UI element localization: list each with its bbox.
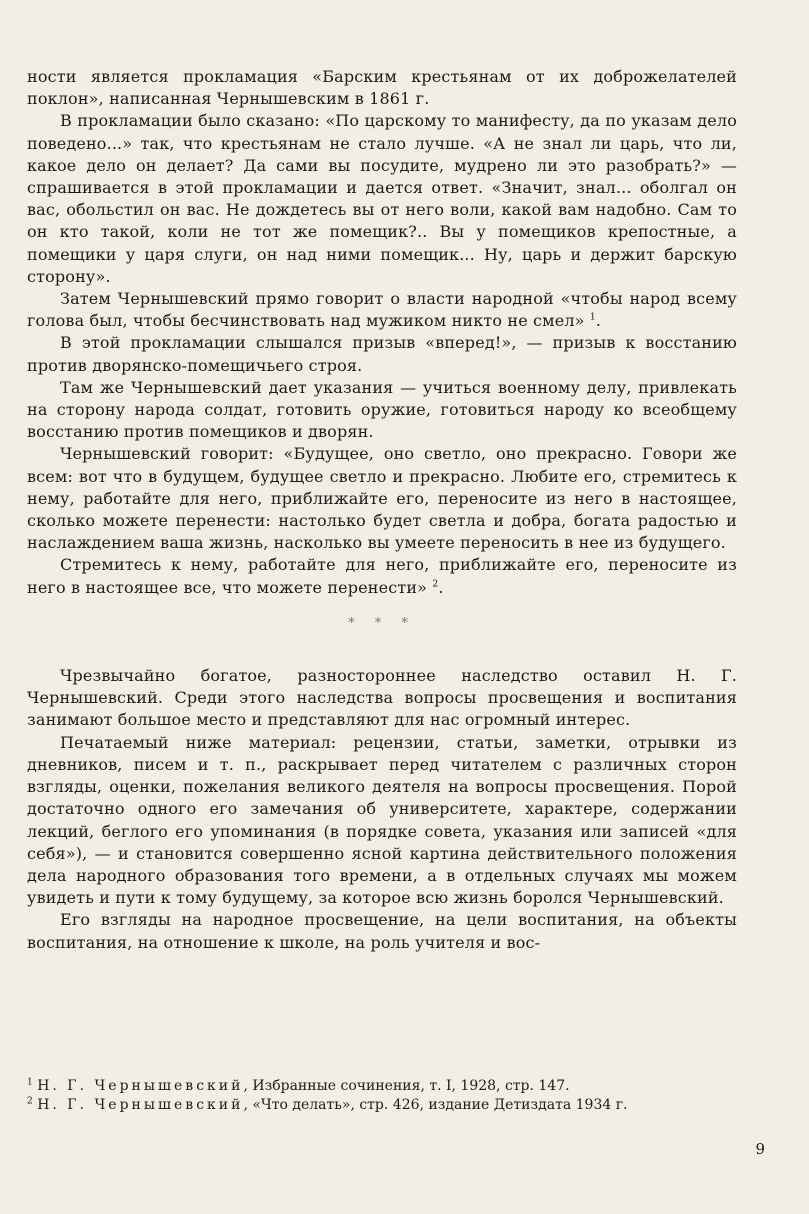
footnotes bbox=[27, 1077, 737, 1115]
paragraph-text: Стремитесь к нему, работайте для него, приближайте его, переносите из него в настоящее все, что можете перенести» bbox=[27, 555, 737, 597]
footnote-marker: 2 bbox=[432, 579, 439, 590]
footnote-author: Н. Г. Чернышевский bbox=[37, 1097, 244, 1113]
paragraph: Печатаемый ниже материал: рецензии, статьи, заметки, отрывки из дневников, писем и т. п., раскрывает перед читателем с различных сторон взгляды, оценки, пожелания великого деятеля на вопросы просвещения. Порой достаточно одного его замечания об университете, характере, содержании лекций, беглого его упоминания (в порядке совета, указания или записей «для себя»), — и становится совершенно ясной картина действительного положения дела народного образования того времени, а в отдельных случаях мы можем увидеть и пути к тому будущему, за которое всю жизнь боролся Чернышевский. bbox=[27, 732, 737, 908]
footnote-number: 1 bbox=[27, 1077, 33, 1088]
footnote-number: 2 bbox=[27, 1096, 33, 1107]
paragraph: Чрезвычайно богатое, разностороннее наследство оставил Н. Г. Чернышевский. Среди этого наследства вопросы просвещения и воспитания занимают большое место и представляют для нас огромный интерес. bbox=[27, 666, 737, 730]
page-body bbox=[27, 66, 737, 954]
footnote-marker: 1 bbox=[589, 312, 596, 323]
paragraph: Затем Чернышевский прямо говорит о власти народной «чтобы народ всему голова был, чтобы бесчинствовать над мужиком никто не смел» $^1$. bbox=[27, 289, 737, 331]
section-separator: * * * bbox=[348, 615, 416, 631]
paragraph: Стремитесь к нему, работайте для него, приближайте его, переносите из него в настоящее все, что можете перенести» $^2$. bbox=[27, 555, 737, 597]
paragraph: В этой прокламации слышался призыв «вперед!», — призыв к восстанию против дворянско-помещичьего строя. bbox=[27, 333, 737, 375]
paragraph: Там же Чернышевский дает указания — учиться военному делу, привлекать на сторону народа солдат, готовить оружие, готовиться народу ко всеобщему восстанию против помещиков и дворян. bbox=[27, 377, 737, 442]
paragraph: ности является прокламация «Барским крестьянам от их доброжелателей поклон», написанная Чернышевским в 1861 г. bbox=[27, 67, 737, 109]
paragraph-text: Затем Чернышевский прямо говорит о власти народной «чтобы народ всему голова был, чтобы бесчинствовать над мужиком никто не смел» bbox=[27, 289, 737, 331]
footnote-author: Н. Г. Чернышевский bbox=[37, 1078, 244, 1094]
paragraph: В прокламации было сказано: «По царскому то манифесту, да по указам дело поведено...» так, что крестьянам не стало лучше. «А не знал ли царь, что ли, какое дело он делает? Да сами вы посудите, мудрено ли это разобрать?» — спрашивается в этой прокламации и дается ответ. «Значит, знал... оболгал он вас, обольстил он вас. Не дождетесь вы от него воли, какой вам надобно. Сам то он кто такой, коли не тот же помещик?.. Вы у помещиков крепостные, а помещики у царя слуги, он над ними помещик... Ну, царь и держит барскую сторону». bbox=[27, 111, 737, 286]
paragraph: Чернышевский говорит: «Будущее, оно светло, оно прекрасно. Говори же всем: вот что в будущем, будущее светло и прекрасно. Любите его, стремитесь к нему, работайте для него, приближайте его, переносите из него в настоящее, сколько можете перенести: настолько будет светла и добра, богата радостью и наслаждением ваша жизнь, насколько вы умеете переносить в нее из будущего. bbox=[27, 444, 737, 553]
paragraph: Его взгляды на народное просвещение, на цели воспитания, на объекты воспитания, на отношение к школе, на роль учителя и вос- bbox=[27, 910, 737, 952]
footnote-text: , Избранные сочинения, т. I, 1928, стр. 147. bbox=[243, 1078, 570, 1094]
footnote bbox=[27, 1077, 737, 1096]
page-number: 9 bbox=[755, 1140, 765, 1158]
footnote bbox=[27, 1096, 737, 1115]
footnote-text: , «Что делать», стр. 426, издание Детиздата 1934 г. bbox=[243, 1097, 628, 1113]
